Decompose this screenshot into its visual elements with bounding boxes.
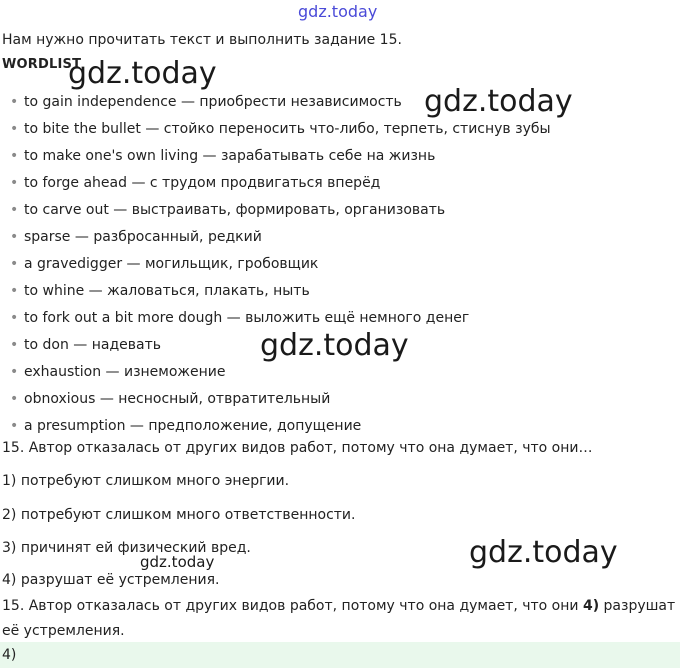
answer-choice: 4) bbox=[582, 598, 600, 614]
word-entry: to carve out — выстраивать, формировать, организовать bbox=[24, 202, 446, 218]
answer-continuation: её устремления. bbox=[2, 623, 125, 639]
list-item bbox=[10, 389, 551, 416]
final-answer: 4) bbox=[2, 647, 17, 663]
answer-sentence bbox=[2, 598, 675, 614]
watermark: gdz.today bbox=[260, 328, 409, 363]
wordlist bbox=[10, 92, 551, 443]
answer-option-1: 1) потребуют слишком много энергии. bbox=[2, 473, 290, 489]
word-entry: a presumption — предположение, допущение bbox=[24, 418, 362, 434]
bullet-icon: • bbox=[10, 418, 19, 434]
bullet-icon: • bbox=[10, 148, 19, 164]
answer-suffix: разрушат bbox=[599, 598, 676, 614]
list-item bbox=[10, 362, 551, 389]
word-entry: to whine — жаловаться, плакать, ныть bbox=[24, 283, 310, 299]
answer-option-3: 3) причинят ей физический вред. bbox=[2, 540, 251, 556]
bullet-icon: • bbox=[10, 121, 19, 137]
word-entry: sparse — разбросанный, редкий bbox=[24, 229, 262, 245]
bullet-icon: • bbox=[10, 337, 19, 353]
list-item bbox=[10, 119, 551, 146]
list-item bbox=[10, 173, 551, 200]
word-entry: to make one's own living — зарабатывать себе на жизнь bbox=[24, 148, 436, 164]
final-answer-bar bbox=[0, 642, 680, 668]
word-entry: exhaustion — изнеможение bbox=[24, 364, 226, 380]
bullet-icon: • bbox=[10, 229, 19, 245]
bullet-icon: • bbox=[10, 310, 19, 326]
bullet-icon: • bbox=[10, 175, 19, 191]
bullet-icon: • bbox=[10, 202, 19, 218]
bullet-icon: • bbox=[10, 364, 19, 380]
list-item bbox=[10, 200, 551, 227]
bullet-icon: • bbox=[10, 256, 19, 272]
bullet-icon: • bbox=[10, 283, 19, 299]
word-entry: to bite the bullet — стойко переносить что-либо, терпеть, стиснув зубы bbox=[24, 121, 551, 137]
watermark-top: gdz.today bbox=[298, 2, 378, 21]
word-entry: to gain independence — приобрести независимость bbox=[24, 94, 402, 110]
wordlist-heading: WORDLIST bbox=[2, 57, 82, 72]
question-text: 15. Автор отказалась от других видов работ, потому что она думает, что они… bbox=[2, 440, 593, 456]
word-entry: to fork out a bit more dough — выложить ещё немного денег bbox=[24, 310, 470, 326]
intro-text: Нам нужно прочитать текст и выполнить задание 15. bbox=[2, 32, 402, 48]
list-item bbox=[10, 227, 551, 254]
answer-option-2: 2) потребуют слишком много ответственности. bbox=[2, 507, 356, 523]
word-entry: obnoxious — несносный, отвратительный bbox=[24, 391, 331, 407]
answer-option-4: 4) разрушат её устремления. bbox=[2, 572, 220, 588]
word-entry: to forge ahead — с трудом продвигаться вперёд bbox=[24, 175, 381, 191]
watermark: gdz.today bbox=[424, 84, 573, 119]
answer-prefix: 15. Автор отказалась от других видов работ, потому что она думает, что они bbox=[2, 598, 583, 614]
watermark: gdz.today bbox=[469, 535, 618, 570]
word-entry: to don — надевать bbox=[24, 337, 161, 353]
list-item bbox=[10, 254, 551, 281]
list-item bbox=[10, 281, 551, 308]
watermark: gdz.today bbox=[68, 56, 217, 91]
list-item bbox=[10, 146, 551, 173]
list-item bbox=[10, 416, 551, 443]
watermark: gdz.today bbox=[140, 553, 215, 571]
word-entry: a gravedigger — могильщик, гробовщик bbox=[24, 256, 319, 272]
bullet-icon: • bbox=[10, 391, 19, 407]
bullet-icon: • bbox=[10, 94, 19, 110]
